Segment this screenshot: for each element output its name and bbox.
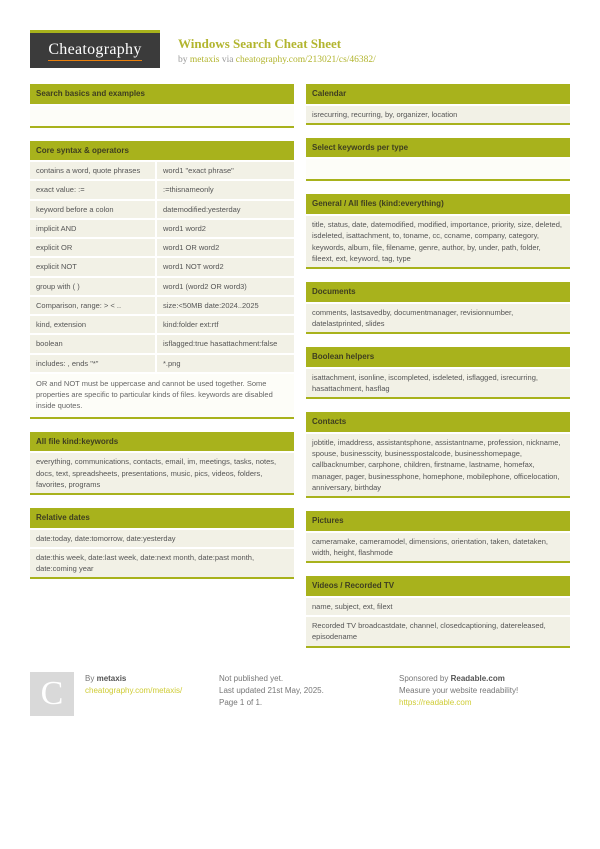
section-row — [30, 335, 294, 352]
section-row: Recorded TV broadcastdate, channel, closedcaptioning, datereleased, episodename — [306, 617, 570, 646]
key-cell: kind, extension — [30, 316, 155, 333]
section-row — [30, 278, 294, 295]
sponsor-tagline: Measure your website readability! — [399, 685, 519, 695]
logo-text: Cheatography — [48, 41, 141, 61]
section-relative-dates — [30, 508, 294, 579]
page-number: Page 1 of 1. — [219, 698, 263, 708]
footer-author-url-link[interactable]: cheatography.com/metaxis/ — [85, 685, 183, 695]
section-title: Select keywords per type — [306, 138, 570, 158]
section-body — [30, 530, 294, 580]
section-body — [30, 162, 294, 419]
section-row: isrecurring, recurring, by, organizer, location — [306, 106, 570, 123]
sponsor-name: Readable.com — [450, 673, 505, 683]
section-row — [30, 297, 294, 314]
key-cell: explicit NOT — [30, 258, 155, 275]
section-calendar — [306, 84, 570, 125]
cheatography-footer-logo — [30, 672, 74, 716]
value-cell: *.png — [157, 355, 294, 372]
right-column — [306, 84, 570, 648]
value-cell: word1 NOT word2 — [157, 258, 294, 275]
section-videos-recorded-tv — [306, 576, 570, 647]
section-body — [306, 216, 570, 269]
section-body — [306, 304, 570, 335]
empty-row — [306, 159, 570, 179]
value-cell: size:<50MB date:2024..2025 — [157, 297, 294, 314]
section-body — [306, 434, 570, 498]
section-general-all-files-kind-everything — [306, 194, 570, 269]
last-updated: Last updated 21st May, 2025. — [219, 685, 324, 695]
section-row: cameramake, cameramodel, dimensions, orientation, taken, datetaken, width, height, flashmode — [306, 533, 570, 562]
empty-row — [30, 106, 294, 126]
section-title: Core syntax & operators — [30, 141, 294, 161]
footer-author-line — [85, 673, 207, 685]
section-row: everything, communications, contacts, email, im, meetings, tasks, notes, docs, text, spreadsheets, presentations, music, pics, videos, folders, favorites, programs — [30, 453, 294, 493]
value-cell: kind:folder ext:rtf — [157, 316, 294, 333]
section-title: Videos / Recorded TV — [306, 576, 570, 596]
author-link[interactable]: metaxis — [189, 55, 220, 65]
publish-status: Not published yet. — [219, 673, 284, 683]
section-row: comments, lastsavedby, documentmanager, revisionnumber, datelastprinted, slides — [306, 304, 570, 333]
sponsor-line — [399, 673, 570, 685]
by-label: by — [178, 55, 188, 65]
section-title: Search basics and examples — [30, 84, 294, 104]
section-boolean-helpers — [306, 347, 570, 399]
byline — [178, 55, 376, 65]
section-title: Documents — [306, 282, 570, 302]
section-documents — [306, 282, 570, 334]
section-row — [30, 316, 294, 333]
section-body — [306, 106, 570, 125]
section-row: jobtitle, imaddress, assistantsphone, assistantname, profession, nickname, spouse, businesscity, businesspostalcode, businesshomepage, callbacknumber, carphone, children, firstname, lastname, homefax, manager, pager, businessphone, homephone, mobilephone, officelocation, anniversary, birthday — [306, 434, 570, 496]
section-body — [30, 106, 294, 128]
section-all-file-kind-keywords — [30, 432, 294, 495]
footer-logo-letter: C — [40, 674, 64, 712]
title-block — [178, 30, 376, 65]
key-cell: Comparison, range: > < .. — [30, 297, 155, 314]
section-row: title, status, date, datemodified, modified, importance, priority, size, deleted, isdeleted, isattachment, to, toname, cc, ccname, company, category, keywords, album, file, filename, genre, author, by, under, path, folder, fileext, ext, keyword, tag, type — [306, 216, 570, 267]
content-columns — [30, 84, 570, 648]
value-cell: word1 word2 — [157, 220, 294, 237]
section-core-syntax-operators — [30, 141, 294, 419]
section-row — [30, 220, 294, 237]
key-cell: group with ( ) — [30, 278, 155, 295]
section-title: Relative dates — [30, 508, 294, 528]
via-label: via — [221, 55, 234, 65]
key-cell: exact value: := — [30, 181, 155, 198]
footer-by-label: By — [85, 673, 95, 683]
value-cell: word1 (word2 OR word3) — [157, 278, 294, 295]
section-row: date:today, date:tomorrow, date:yesterday — [30, 530, 294, 547]
value-cell: isflagged:true hasattachment:false — [157, 335, 294, 352]
left-column — [30, 84, 294, 579]
page-title: Windows Search Cheat Sheet — [178, 36, 342, 51]
section-title: Calendar — [306, 84, 570, 104]
sponsor-prefix: Sponsored by — [399, 673, 449, 683]
key-cell: keyword before a colon — [30, 201, 155, 218]
footer-status-block — [219, 672, 397, 716]
footer-author-name: metaxis — [96, 673, 127, 683]
section-row — [30, 258, 294, 275]
section-body — [306, 159, 570, 181]
section-row: name, subject, ext, filext — [306, 598, 570, 615]
key-cell: implicit AND — [30, 220, 155, 237]
section-search-basics-and-examples — [30, 84, 294, 128]
section-pictures — [306, 511, 570, 563]
section-row — [30, 181, 294, 198]
section-contacts — [306, 412, 570, 498]
section-row: isattachment, isonline, iscompleted, isdeleted, isflagged, isrecurring, hasattachment, hasflag — [306, 369, 570, 398]
section-title: Boolean helpers — [306, 347, 570, 367]
value-cell: datemodified:yesterday — [157, 201, 294, 218]
value-cell: word1 "exact phrase" — [157, 162, 294, 179]
page-footer — [30, 672, 570, 716]
section-body — [306, 598, 570, 648]
value-cell: word1 OR word2 — [157, 239, 294, 256]
key-cell: includes: , ends "*" — [30, 355, 155, 372]
section-body — [30, 453, 294, 495]
footer-sponsor-block — [399, 672, 570, 716]
source-url-link[interactable]: cheatography.com/213021/cs/46382/ — [235, 55, 376, 65]
section-body — [306, 533, 570, 564]
sponsor-url-link[interactable]: https://readable.com — [399, 698, 472, 708]
page-header — [30, 30, 570, 68]
key-cell: explicit OR — [30, 239, 155, 256]
section-title: Pictures — [306, 511, 570, 531]
section-title: Contacts — [306, 412, 570, 432]
section-title: General / All files (kind:everything) — [306, 194, 570, 214]
cheatography-logo — [30, 30, 160, 68]
section-row — [30, 201, 294, 218]
key-cell: boolean — [30, 335, 155, 352]
section-select-keywords-per-type — [306, 138, 570, 182]
section-row — [30, 239, 294, 256]
section-title: All file kind:keywords — [30, 432, 294, 452]
section-row — [30, 355, 294, 372]
key-cell: contains a word, quote phrases — [30, 162, 155, 179]
section-row: date:this week, date:last week, date:next month, date:past month, date:coming year — [30, 549, 294, 578]
footer-author-block — [85, 672, 207, 716]
value-cell: :=thisnameonly — [157, 181, 294, 198]
section-note: OR and NOT must be uppercase and cannot be used together. Some properties are specific to particular kinds of files. keywords are disabled inside quotes. — [30, 374, 294, 417]
section-body — [306, 369, 570, 400]
section-row — [30, 162, 294, 179]
